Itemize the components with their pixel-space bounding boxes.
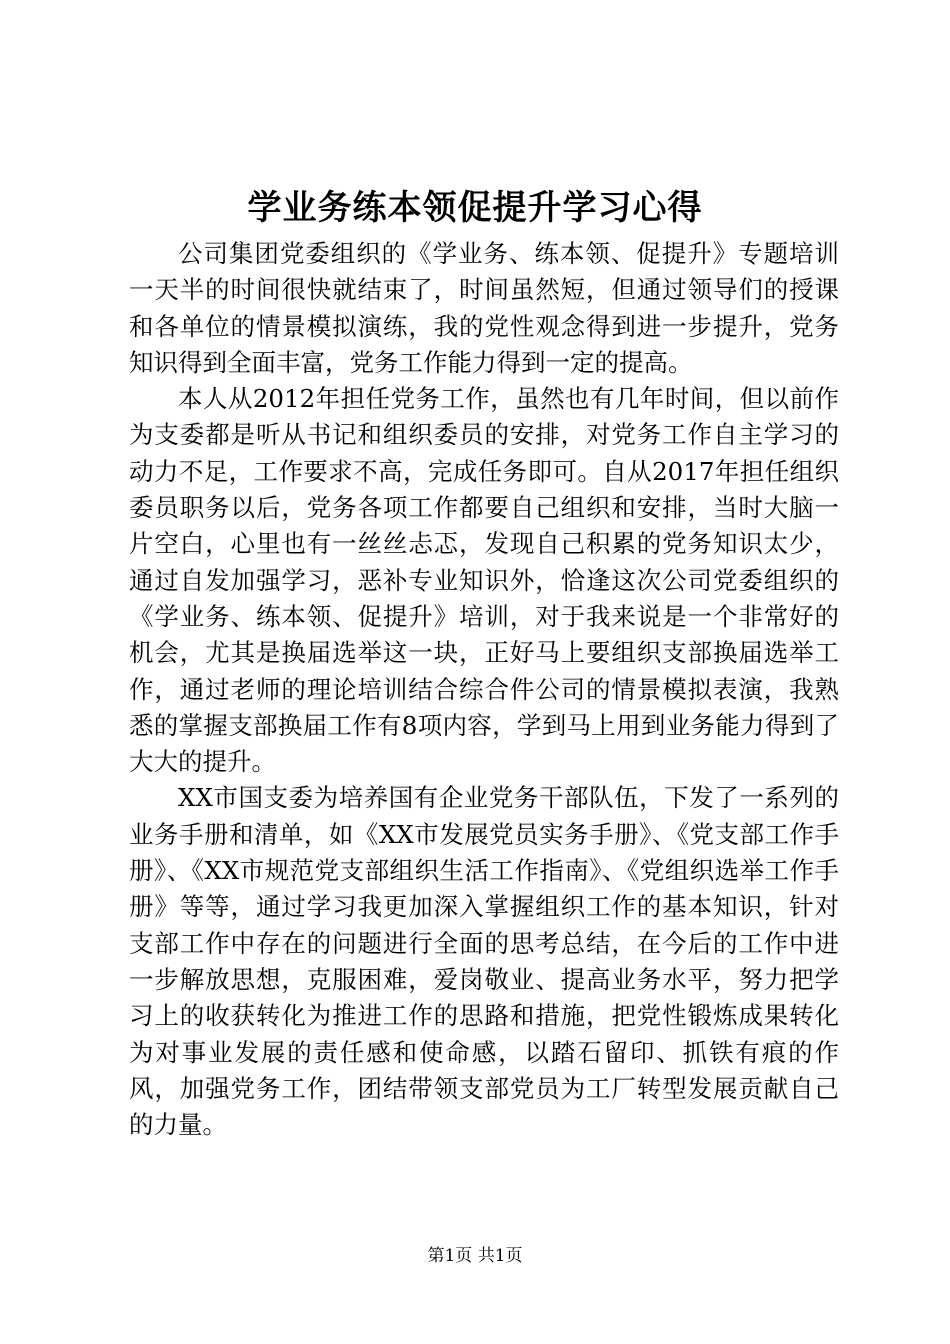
document-title: 学业务练本领促提升学习心得	[247, 188, 703, 228]
document-body	[129, 236, 839, 1143]
paragraph-3: XX市国支委为培养国有企业党务干部队伍，下发了一系列的业务手册和清单，如《XX市发展党员实务手册》、《党支部工作手册》、《XX市规范党支部组织生活工作指南》、《党组织选举工作手册》等等，通过学习我更加深入掌握组织工作的基本知识，针对支部工作中存在的问题进行全面的思考总结，在今后的工作中进一步解放思想，克服困难，爱岗敬业、提高业务水平，努力把学习上的收获转化为推进工作的思路和措施，把党性锻炼成果转化为对事业发展的责任感和使命感，以踏石留印、抓铁有痕的作风，加强党务工作，团结带领支部党员为工厂转型发展贡献自己的力量。	[129, 783, 839, 1140]
page-footer: 第1页 共1页	[427, 1246, 523, 1266]
paragraph-1: 公司集团党委组织的《学业务、练本领、促提升》专题培训一天半的时间很快就结束了，时间虽然短，但通过领导们的授课和各单位的情景模拟演练，我的党性观念得到进一步提升，党务知识得到全面丰富，党务工作能力得到一定的提高。	[129, 239, 839, 377]
paragraph-2: 本人从2012年担任党务工作，虽然也有几年时间，但以前作为支委都是听从书记和组织委员的安排，对党务工作自主学习的动力不足，工作要求不高，完成任务即可。自从2017年担任组织委员职务以后，党务各项工作都要自己组织和安排，当时大脑一片空白，心里也有一丝丝忐忑，发现自己积累的党务知识太少，通过自发加强学习，恶补专业知识外，恰逢这次公司党委组织的《学业务、练本领、促提升》培训，对于我来说是一个非常好的机会，尤其是换届选举这一块，正好马上要组织支部换届选举工作，通过老师的理论培训结合综合件公司的情景模拟表演，我熟悉的掌握支部换届工作有8项内容，学到马上用到业务能力得到了大大的提升。	[129, 384, 839, 777]
